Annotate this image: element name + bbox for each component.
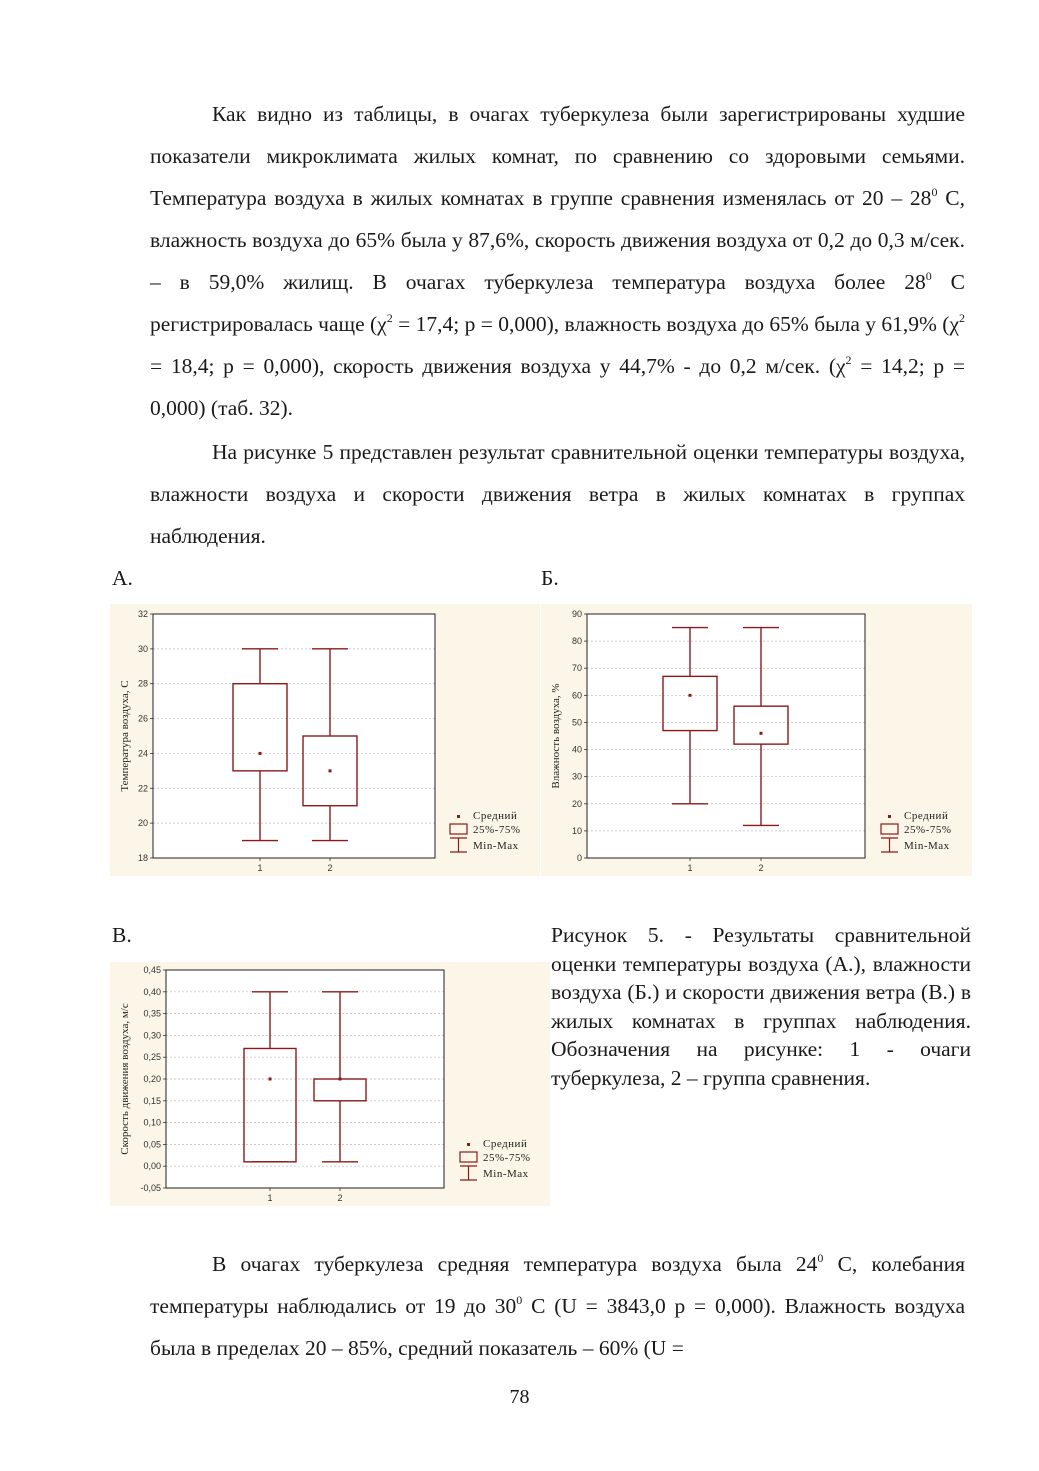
chart-air-speed-svg bbox=[110, 962, 550, 1206]
legend-mean-label: Средний bbox=[473, 810, 518, 822]
y-tick-label: 0,40 bbox=[143, 986, 161, 997]
chart-humidity-svg bbox=[541, 604, 972, 876]
paragraph-microclimate bbox=[150, 93, 965, 429]
y-axis-label: Скорость движения воздуха, м/с bbox=[119, 1003, 131, 1155]
superscript: 2 bbox=[386, 311, 393, 325]
mean-point bbox=[339, 1078, 342, 1081]
legend-range-label: Min-Max bbox=[483, 1168, 529, 1180]
y-tick-label: 0,10 bbox=[143, 1117, 161, 1128]
chart-humidity bbox=[541, 604, 972, 876]
text-run: С (U = 3843,0 p = 0,000). Влажность воздуха была в пределах 20 – 85%, средний показатель – 60% (U = bbox=[150, 1294, 966, 1360]
x-tick-label: 2 bbox=[758, 863, 764, 873]
legend-mean-marker bbox=[467, 1143, 470, 1146]
text-run: Как видно из таблицы, в очагах туберкулеза были зарегистрированы худшие показатели микроклимата жилых комнат, по сравнению со здоровыми семьями. Температура воздуха в жилых комнатах в группе сравнения изменялась от 20 – 28 bbox=[150, 102, 965, 210]
legend-box-label: 25%-75% bbox=[904, 824, 952, 836]
x-tick-label: 1 bbox=[257, 863, 263, 873]
page-number: 78 bbox=[509, 1386, 530, 1408]
mean-point bbox=[760, 732, 763, 735]
figure-label-b: Б. bbox=[541, 566, 559, 590]
x-tick-label: 2 bbox=[337, 1193, 343, 1203]
text-run: В очагах туберкулеза средняя температура воздуха была 24 bbox=[212, 1252, 818, 1276]
y-tick-label: 0,20 bbox=[143, 1074, 161, 1084]
y-tick-label: 80 bbox=[571, 636, 582, 647]
legend-mean-label: Средний bbox=[904, 810, 949, 822]
y-tick-label: 20 bbox=[571, 798, 582, 809]
legend-box-marker bbox=[460, 1152, 477, 1162]
y-tick-label: 0,05 bbox=[143, 1139, 161, 1150]
y-tick-label: 22 bbox=[137, 783, 148, 794]
text-run: = 17,4; p = 0,000), влажность воздуха до 65% была у 61,9% (χ bbox=[392, 312, 959, 336]
text-run: С регистрировалась чаще (χ bbox=[150, 270, 965, 336]
legend-box-marker bbox=[881, 824, 898, 834]
paragraph-results bbox=[150, 1243, 965, 1369]
chart-air-speed bbox=[110, 962, 550, 1206]
y-tick-label: 0 bbox=[576, 853, 582, 863]
legend-box-label: 25%-75% bbox=[473, 824, 521, 836]
x-tick-label: 2 bbox=[327, 863, 333, 873]
y-tick-label: 0,45 bbox=[143, 965, 161, 975]
superscript: 0 bbox=[516, 1293, 523, 1307]
y-tick-label: 0,15 bbox=[143, 1095, 161, 1106]
legend-mean-label: Средний bbox=[483, 1138, 528, 1150]
mean-point bbox=[689, 694, 692, 697]
legend-mean-marker bbox=[457, 815, 460, 818]
y-tick-label: 40 bbox=[571, 744, 582, 755]
y-tick-label: 18 bbox=[137, 853, 148, 863]
legend-range-label: Min-Max bbox=[473, 840, 519, 852]
superscript: 2 bbox=[959, 311, 965, 325]
legend-range-label: Min-Max bbox=[904, 840, 950, 852]
y-axis-label: Температура воздуха, С bbox=[119, 680, 131, 792]
figure-caption: Рисунок 5. - Результаты сравнительной оценки температуры воздуха (А.), влажности воздуха (Б.) и скорости движения ветра (В.) в жилых комнатах в группах наблюдения. Обозначения на рисунке: 1 - очаги туберкулеза, 2 – группа сравнения. bbox=[551, 923, 971, 1090]
plot-area bbox=[153, 614, 435, 858]
y-tick-label: 90 bbox=[571, 609, 582, 619]
y-tick-label: 70 bbox=[571, 663, 582, 674]
chart-temperature bbox=[110, 604, 540, 876]
y-tick-label: 0,25 bbox=[143, 1052, 161, 1063]
text-run: = 18,4; p = 0,000), скорость движения воздуха у 44,7% - до 0,2 м/сек. (χ bbox=[150, 354, 846, 378]
y-tick-label: 24 bbox=[137, 748, 148, 759]
superscript: 0 bbox=[931, 185, 938, 199]
x-tick-label: 1 bbox=[267, 1193, 273, 1203]
mean-point bbox=[329, 769, 332, 772]
text-run: На рисунке 5 представлен результат сравнительной оценки температуры воздуха, влажности воздуха и скорости движения ветра в жилых комнатах в группах наблюдения. bbox=[150, 440, 965, 548]
y-tick-label: 0,00 bbox=[143, 1161, 161, 1172]
superscript: 2 bbox=[845, 353, 852, 367]
y-tick-label: 28 bbox=[137, 678, 148, 689]
legend-mean-marker bbox=[888, 815, 891, 818]
y-tick-label: 0,35 bbox=[143, 1008, 161, 1019]
plot-area bbox=[587, 614, 865, 858]
superscript: 0 bbox=[925, 269, 932, 283]
y-tick-label: 10 bbox=[571, 825, 582, 836]
figure-label-a: А. bbox=[112, 566, 133, 590]
mean-point bbox=[269, 1078, 272, 1081]
text-run: С, колебания температуры наблюдались от 19 до 30 bbox=[150, 1252, 965, 1318]
y-tick-label: 60 bbox=[571, 690, 582, 701]
text-run: С, влажность воздуха до 65% была у 87,6%, скорость движения воздуха от 0,2 до 0,3 м/сек. – в 59,0% жилищ. В очагах туберкулеза температура воздуха более 28 bbox=[150, 186, 965, 294]
y-tick-label: 30 bbox=[137, 643, 148, 654]
y-tick-label: -0,05 bbox=[140, 1183, 161, 1193]
text-run: = 14,2; p = 0,000) (таб. 32). bbox=[150, 354, 965, 420]
superscript: 0 bbox=[817, 1251, 824, 1265]
y-axis-label: Влажность воздуха, % bbox=[550, 683, 562, 789]
y-tick-label: 30 bbox=[571, 771, 582, 782]
paragraph-figure-intro bbox=[150, 431, 965, 557]
legend-box-marker bbox=[450, 824, 467, 834]
y-tick-label: 0,30 bbox=[143, 1030, 161, 1041]
y-tick-label: 20 bbox=[137, 818, 148, 829]
y-tick-label: 50 bbox=[571, 717, 582, 728]
y-tick-label: 32 bbox=[137, 609, 148, 619]
chart-temperature-svg bbox=[110, 604, 540, 876]
x-tick-label: 1 bbox=[687, 863, 693, 873]
y-tick-label: 26 bbox=[137, 713, 148, 724]
legend-box-label: 25%-75% bbox=[483, 1152, 531, 1164]
figure-label-c: В. bbox=[112, 923, 132, 947]
mean-point bbox=[259, 752, 262, 755]
